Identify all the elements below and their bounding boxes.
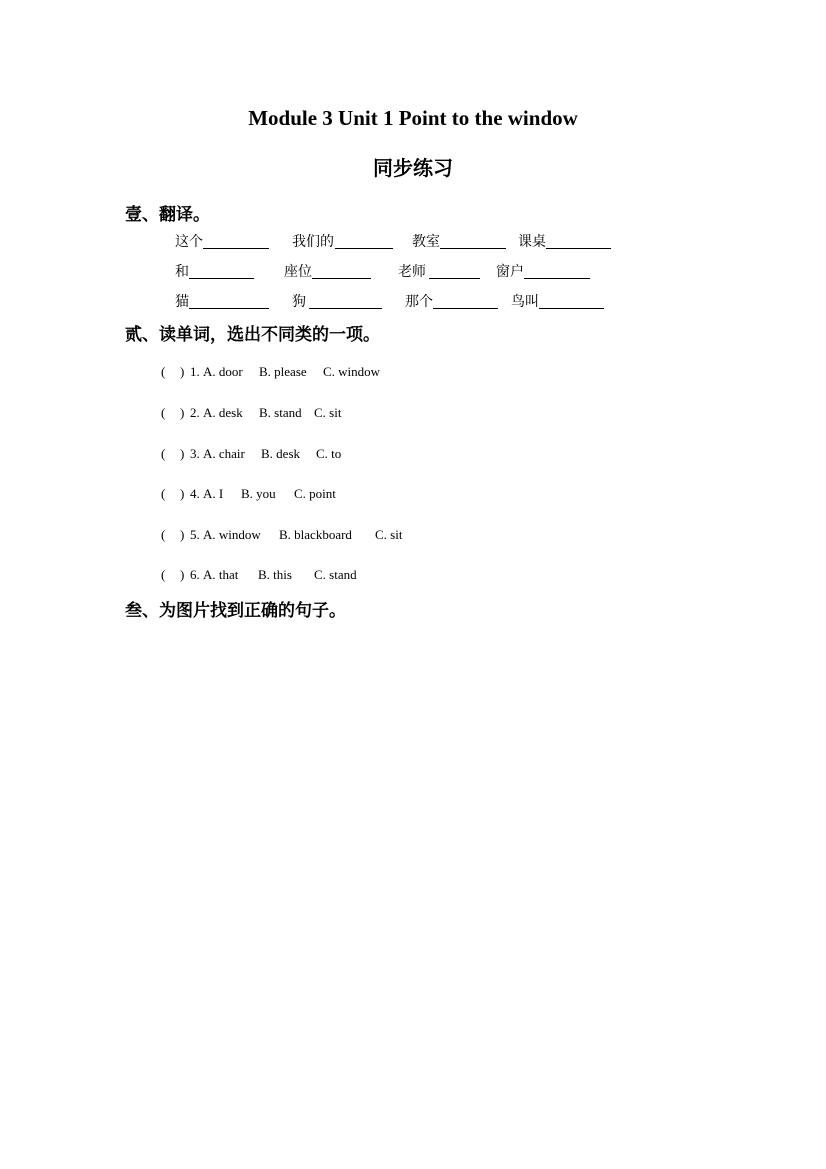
answer-blank[interactable]: [429, 261, 480, 279]
answer-paren-open[interactable]: (: [161, 446, 166, 461]
vocab-word: 我们的: [292, 234, 334, 250]
answer-blank[interactable]: [524, 261, 590, 279]
answer-paren-open[interactable]: (: [161, 527, 166, 542]
answer-paren-open[interactable]: (: [161, 486, 166, 501]
page-subtitle: 同步练习: [373, 156, 453, 180]
answer-blank[interactable]: [335, 231, 393, 249]
question-number: 1.: [190, 364, 200, 379]
answer-blank[interactable]: [309, 291, 382, 309]
answer-blank[interactable]: [546, 231, 611, 249]
answer-paren-close: ): [180, 364, 185, 379]
answer-blank[interactable]: [189, 261, 254, 279]
section2-heading: 贰、读单词，选出不同类的一项。: [125, 325, 380, 345]
section1-heading: 壹、翻译。: [125, 205, 210, 225]
question-number: 3.: [190, 446, 200, 461]
answer-paren-open[interactable]: (: [161, 567, 166, 582]
answer-paren-close: ): [180, 527, 185, 542]
option-b: B. blackboard: [279, 527, 352, 542]
vocab-word: 座位: [284, 264, 312, 280]
vocab-word: 那个: [405, 294, 433, 310]
option-a: A. I: [203, 486, 224, 501]
vocab-word: 猫: [175, 294, 189, 310]
question-number: 6.: [190, 567, 200, 582]
question-number: 4.: [190, 486, 200, 501]
option-a: A. door: [203, 364, 243, 379]
section3-heading: 叁、为图片找到正确的句子。: [125, 601, 346, 621]
vocab-word: 和: [175, 264, 189, 280]
option-b: B. you: [241, 486, 276, 501]
option-c: C. sit: [314, 405, 342, 420]
option-b: B. stand: [259, 405, 302, 420]
vocab-word: 老师: [398, 264, 426, 280]
answer-paren-close: ): [180, 446, 185, 461]
answer-paren-close: ): [180, 567, 185, 582]
answer-blank[interactable]: [539, 291, 604, 309]
question-number: 2.: [190, 405, 200, 420]
option-c: C. window: [323, 364, 381, 379]
option-a: A. desk: [203, 405, 243, 420]
answer-paren-close: ): [180, 486, 185, 501]
answer-blank[interactable]: [312, 261, 371, 279]
option-a: A. that: [203, 567, 239, 582]
answer-blank[interactable]: [203, 231, 269, 249]
answer-paren-open[interactable]: (: [161, 364, 166, 379]
option-c: C. stand: [314, 567, 357, 582]
answer-blank[interactable]: [189, 291, 269, 309]
option-c: C. to: [316, 446, 342, 461]
answer-paren-close: ): [180, 405, 185, 420]
vocab-word: 课桌: [518, 234, 546, 250]
answer-blank[interactable]: [433, 291, 498, 309]
vocab-word: 狗: [292, 294, 306, 310]
question-number: 5.: [190, 527, 200, 542]
option-c: C. point: [294, 486, 336, 501]
option-a: A. chair: [203, 446, 245, 461]
vocab-word: 这个: [175, 234, 203, 250]
option-b: B. desk: [261, 446, 300, 461]
vocab-word: 教室: [412, 234, 440, 250]
option-c: C. sit: [375, 527, 403, 542]
option-a: A. window: [203, 527, 261, 542]
page-title: Module 3 Unit 1 Point to the window: [248, 106, 578, 130]
option-b: B. please: [259, 364, 307, 379]
vocab-word: 鸟叫: [511, 294, 539, 310]
answer-blank[interactable]: [440, 231, 506, 249]
option-b: B. this: [258, 567, 292, 582]
vocab-word: 窗户: [496, 264, 524, 280]
answer-paren-open[interactable]: (: [161, 405, 166, 420]
